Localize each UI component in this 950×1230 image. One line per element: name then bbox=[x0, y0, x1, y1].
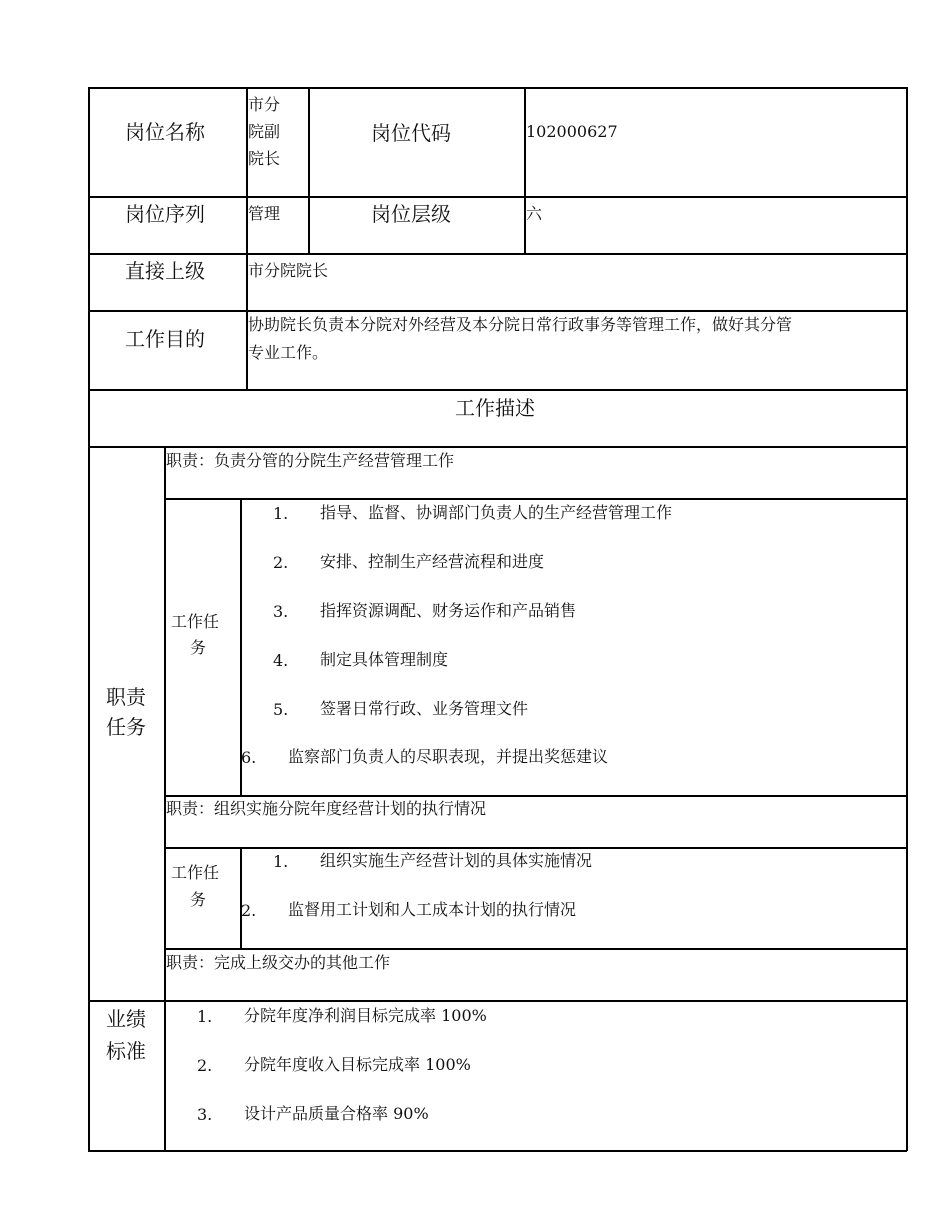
task-number: 1. bbox=[273, 852, 289, 871]
task-text: 指导、监督、协调部门负责人的生产经营管理工作 bbox=[320, 503, 673, 522]
task-number: 3. bbox=[273, 602, 289, 621]
task-number: 1. bbox=[273, 504, 289, 523]
rule bbox=[88, 1000, 907, 1002]
rule bbox=[88, 310, 907, 312]
performance-number: 1. bbox=[197, 1007, 213, 1026]
rule bbox=[88, 253, 907, 255]
position-code-value: 102000627 bbox=[526, 122, 618, 141]
rule bbox=[88, 196, 907, 198]
rule bbox=[906, 87, 908, 1151]
task-label: 工作任 bbox=[171, 863, 220, 882]
performance-item: 分院年度收入目标完成率 100% bbox=[244, 1055, 471, 1074]
rule bbox=[164, 498, 907, 500]
task-label: 工作任 bbox=[171, 612, 220, 631]
position-code-label: 岗位代码 bbox=[371, 121, 451, 145]
level-value: 六 bbox=[526, 204, 543, 223]
duty-title: 职责：组织实施分院年度经营计划的执行情况 bbox=[166, 799, 487, 818]
performance-number: 2. bbox=[197, 1056, 213, 1075]
description-title: 工作描述 bbox=[455, 396, 535, 420]
duties-label: 职责 bbox=[106, 685, 146, 709]
purpose-text: 专业工作。 bbox=[248, 343, 329, 362]
duty-title: 职责：负责分管的分院生产经营管理工作 bbox=[166, 451, 455, 470]
sequence-label: 岗位序列 bbox=[125, 202, 205, 226]
rule bbox=[88, 87, 90, 1151]
rule bbox=[164, 847, 907, 849]
superior-label: 直接上级 bbox=[125, 259, 205, 283]
task-text: 安排、控制生产经营流程和进度 bbox=[320, 552, 545, 571]
task-number: 4. bbox=[273, 651, 289, 670]
performance-label: 标准 bbox=[106, 1039, 146, 1063]
task-text: 组织实施生产经营计划的具体实施情况 bbox=[320, 851, 593, 870]
performance-number: 3. bbox=[197, 1105, 213, 1124]
task-label: 务 bbox=[190, 890, 207, 909]
task-text: 指挥资源调配、财务运作和产品销售 bbox=[320, 601, 577, 620]
duty-title: 职责：完成上级交办的其他工作 bbox=[166, 953, 391, 972]
position-name-value: 院长 bbox=[248, 149, 281, 168]
task-text: 监督用工计划和人工成本计划的执行情况 bbox=[288, 900, 577, 919]
performance-item: 分院年度净利润目标完成率 100% bbox=[244, 1006, 487, 1025]
position-name-label: 岗位名称 bbox=[125, 120, 205, 144]
task-number: 2. bbox=[241, 901, 257, 920]
task-number: 2. bbox=[273, 553, 289, 572]
rule bbox=[164, 948, 907, 950]
rule bbox=[88, 446, 907, 448]
rule bbox=[88, 1150, 907, 1152]
task-number: 5. bbox=[273, 700, 289, 719]
task-label: 务 bbox=[190, 638, 207, 657]
level-label: 岗位层级 bbox=[371, 202, 451, 226]
rule bbox=[240, 847, 242, 949]
rule bbox=[88, 87, 907, 89]
task-number: 6. bbox=[241, 748, 257, 767]
position-name-value: 院副 bbox=[248, 122, 281, 141]
position-name-value: 市分 bbox=[248, 95, 281, 114]
rule bbox=[308, 87, 310, 254]
superior-value: 市分院院长 bbox=[248, 261, 329, 280]
purpose-label: 工作目的 bbox=[125, 327, 205, 351]
task-text: 制定具体管理制度 bbox=[320, 650, 449, 669]
task-text: 签署日常行政、业务管理文件 bbox=[320, 699, 529, 718]
rule bbox=[524, 87, 526, 254]
performance-label: 业绩 bbox=[106, 1007, 146, 1031]
duties-label: 任务 bbox=[106, 715, 146, 739]
sequence-value: 管理 bbox=[248, 204, 281, 223]
task-text: 监察部门负责人的尽职表现，并提出奖惩建议 bbox=[288, 747, 609, 766]
rule bbox=[88, 389, 907, 391]
performance-item: 设计产品质量合格率 90% bbox=[244, 1104, 429, 1123]
purpose-text: 协助院长负责本分院对外经营及本分院日常行政事务等管理工作，做好其分管 bbox=[248, 315, 793, 334]
rule bbox=[164, 795, 907, 797]
